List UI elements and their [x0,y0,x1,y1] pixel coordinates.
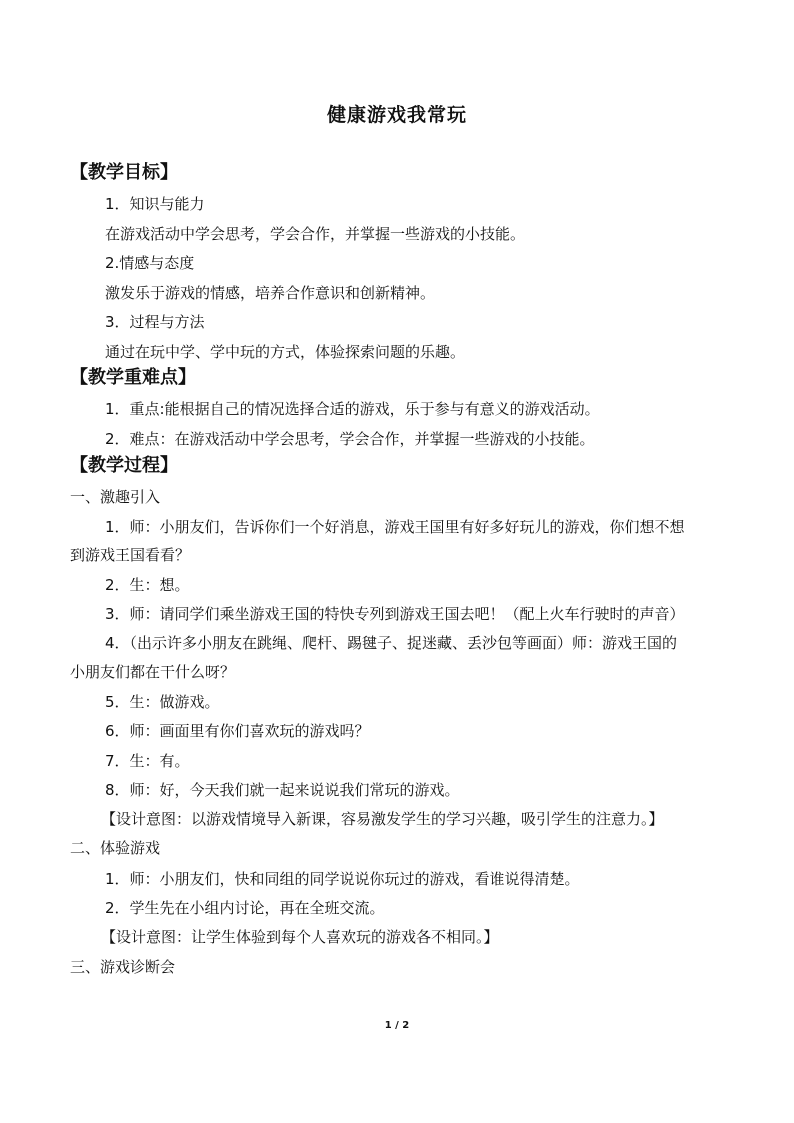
page-number: 1 / 2 [384,1020,410,1031]
process-item: 1．师：小朋友们，快和同组的同学说说你玩过的游戏，看谁说得清楚。 [105,870,580,888]
key-point-1: 1．重点:能根据自己的情况选择合适的游戏，乐于参与有意义的游戏活动。 [105,400,600,418]
section-heading-process: 【教学过程】 [70,455,178,476]
process-item: 5．生：做游戏。 [105,693,220,711]
goal-item-1-text: 在游戏活动中学会思考，学会合作，并掌握一些游戏的小技能。 [105,225,526,243]
part-title-2: 二、体验游戏 [70,839,161,857]
design-intent-note: 【设计意图：让学生体验到每个人喜欢玩的游戏各不相同。】 [101,928,499,946]
process-item: 6．师：画面里有你们喜欢玩的游戏吗？ [105,722,370,740]
process-item: 2．生：想。 [105,576,190,594]
process-item: 1．师：小朋友们，告诉你们一个好消息，游戏王国里有好多好玩儿的游戏，你们想不想 [105,518,685,536]
goal-item-3: 3．过程与方法 [105,313,205,331]
key-point-2: 2．难点：在游戏活动中学会思考，学会合作，并掌握一些游戏的小技能。 [105,430,595,448]
goal-item-3-text: 通过在玩中学、学中玩的方式，体验探索问题的乐趣。 [105,343,466,361]
section-heading-teaching-goals: 【教学目标】 [70,162,178,183]
design-intent-note: 【设计意图：以游戏情境导入新课，容易激发学生的学习兴趣，吸引学生的注意力。】 [101,810,664,828]
section-heading-key-points: 【教学重难点】 [70,367,196,388]
process-item-continued: 到游戏王国看看？ [70,546,191,564]
part-title-3: 三、游戏诊断会 [70,958,176,976]
process-item: 8．师：好，今天我们就一起来说说我们常玩的游戏。 [105,781,460,799]
process-item: 3．师：请同学们乘坐游戏王国的特快专列到游戏王国去吧！（配上火车行驶时的声音） [105,605,685,623]
process-item-continued: 小朋友们都在干什么呀？ [70,663,236,681]
goal-item-1: 1．知识与能力 [105,195,205,213]
goal-item-2: 2.情感与态度 [105,254,195,272]
goal-item-2-text: 激发乐于游戏的情感，培养合作意识和创新精神。 [105,284,436,302]
process-item: 2．学生先在小组内讨论，再在全班交流。 [105,899,385,917]
document-title: 健康游戏我常玩 [326,104,467,126]
process-item: 4．（出示许多小朋友在跳绳、爬杆、踢毽子、捉迷藏、丢沙包等画面）师：游戏王国的 [105,634,678,652]
part-title-1: 一、激趣引入 [70,488,161,506]
process-item: 7．生：有。 [105,752,190,770]
